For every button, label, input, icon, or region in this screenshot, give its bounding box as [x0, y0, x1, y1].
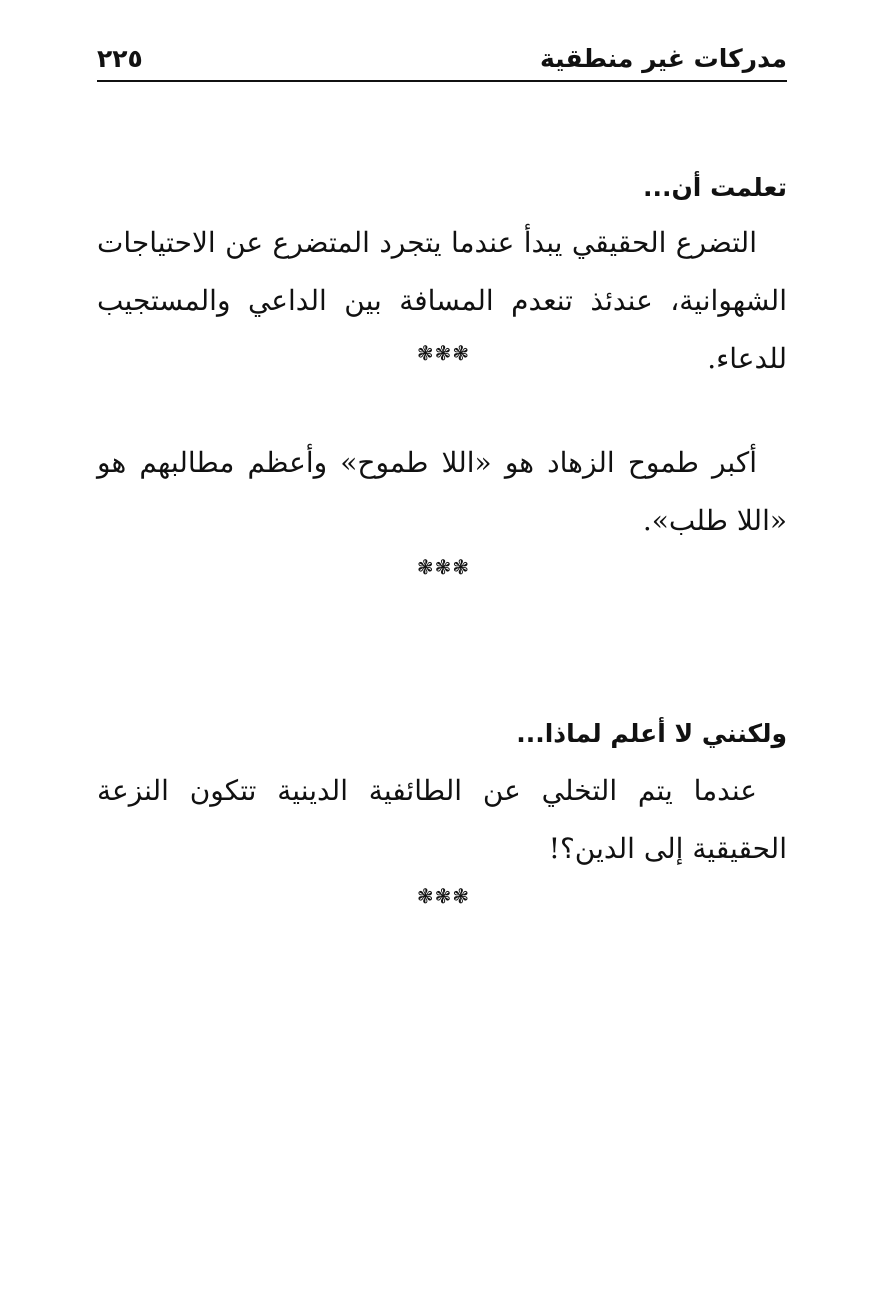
section-separator: ❃❃❃ — [416, 555, 471, 579]
section-paragraph: التضرع الحقيقي يبدأ عندما يتجرد المتضرع عن الاحتياجات الشهوانية، عندئذ تنعدم المسافة بين الداعي والمستجيب للدعاء. — [97, 226, 787, 375]
section-paragraph: عندما يتم التخلي عن الطائفية الدينية تتكون النزعة الحقيقية إلى الدين؟! — [97, 774, 787, 865]
section-heading: ولكنني لا أعلم لماذا... — [516, 719, 787, 748]
section-paragraph: أكبر طموح الزهاد هو «اللا طموح» وأعظم مطالبهم هو «اللا طلب». — [97, 446, 787, 537]
section-separator: ❃❃❃ — [416, 341, 471, 365]
section-separator: ❃❃❃ — [416, 884, 471, 908]
header-rule — [97, 80, 787, 82]
page-number: ٢٢٥ — [97, 44, 143, 73]
section-3 — [97, 714, 787, 754]
page-header — [97, 40, 787, 80]
section-1 — [97, 168, 787, 208]
section-3-body — [97, 762, 787, 878]
section-2-body — [97, 434, 787, 550]
running-title: مدركات غير منطقية — [540, 44, 787, 73]
section-heading: تعلمت أن... — [642, 173, 787, 202]
